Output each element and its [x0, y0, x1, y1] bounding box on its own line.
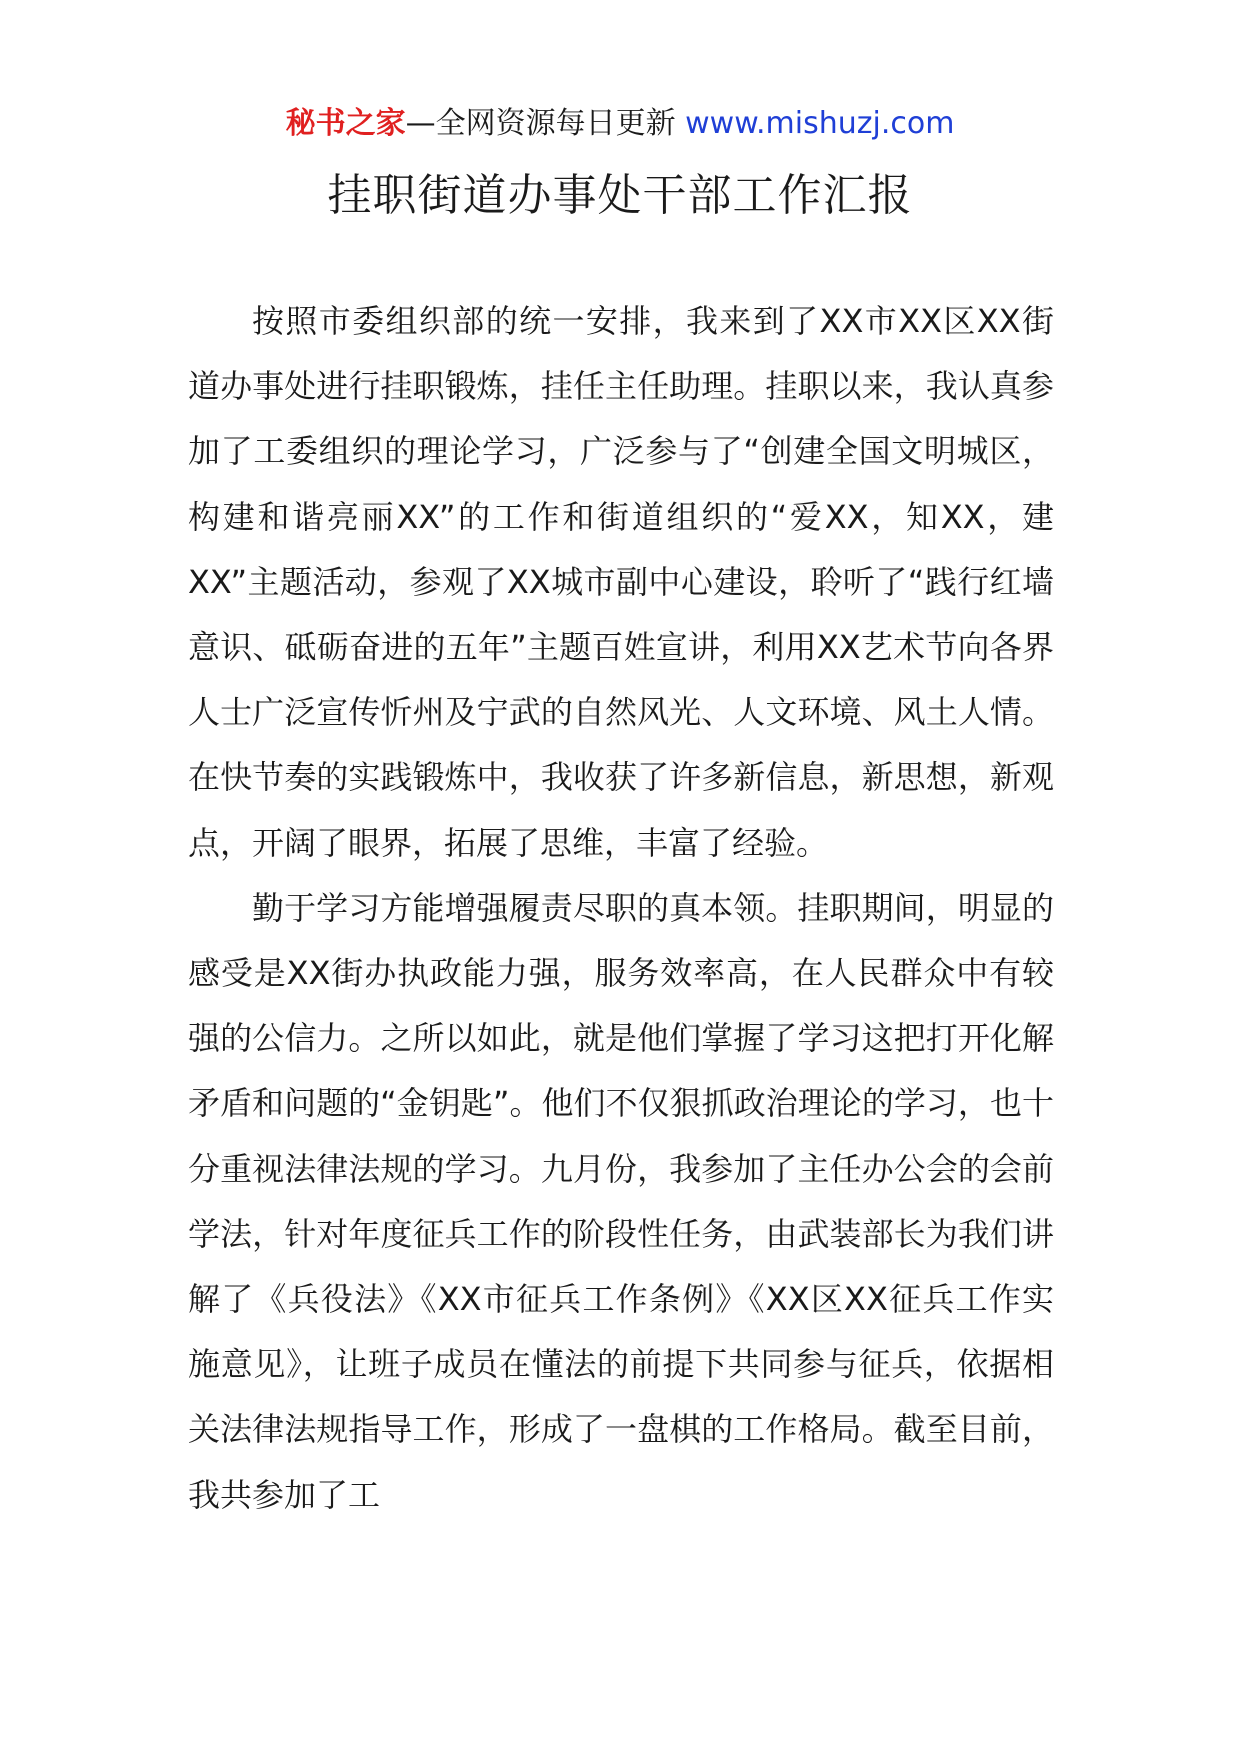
paragraph-1: 按照市委组织部的统一安排，我来到了XX市XX区XX街道办事处进行挂职锻炼，挂任主任助理。挂职以来，我认真参加了工委组织的理论学习，广泛参与了“创建全国文明城区，构建和谐亮丽XX”的工作和街道组织的“爱XX，知XX，建XX”主题活动，参观了XX城市副中心建设，聆听了“践行红墙意识、砥砺奋进的五年”主题百姓宣讲，利用XX艺术节向各界人士广泛宣传忻州及宁武的自然风光、人文环境、风土人情。在快节奏的实践锻炼中，我收获了许多新信息，新思想，新观点，开阔了眼界，拓展了思维，丰富了经验。 [188, 302, 1054, 862]
site-brand-name: 秘书之家 [285, 106, 406, 141]
paragraph-2: 勤于学习方能增强履责尽职的真本领。挂职期间，明显的感受是XX街办执政能力强，服务效率高，在人民群众中有较强的公信力。之所以如此，就是他们掌握了学习这把打开化解矛盾和问题的“金钥匙”。他们不仅狠抓政治理论的学习，也十分重视法律法规的学习。九月份，我参加了主任办公会的会前学法，针对年度征兵工作的阶段性任务，由武装部长为我们讲解了《兵役法》《XX市征兵工作条例》《XX区XX征兵工作实施意见》，让班子成员在懂法的前提下共同参与征兵，依据相关法律法规指导工作，形成了一盘棋的工作格局。截至目前，我共参加了工 [188, 888, 1054, 1514]
document-title: 挂职街道办事处干部工作汇报 [327, 170, 913, 221]
site-tagline: —全网资源每日更新 [405, 106, 686, 141]
document-body [188, 289, 1054, 1528]
site-url-link[interactable]: www.mishuzj.com [685, 106, 955, 141]
site-banner [0, 100, 1240, 148]
